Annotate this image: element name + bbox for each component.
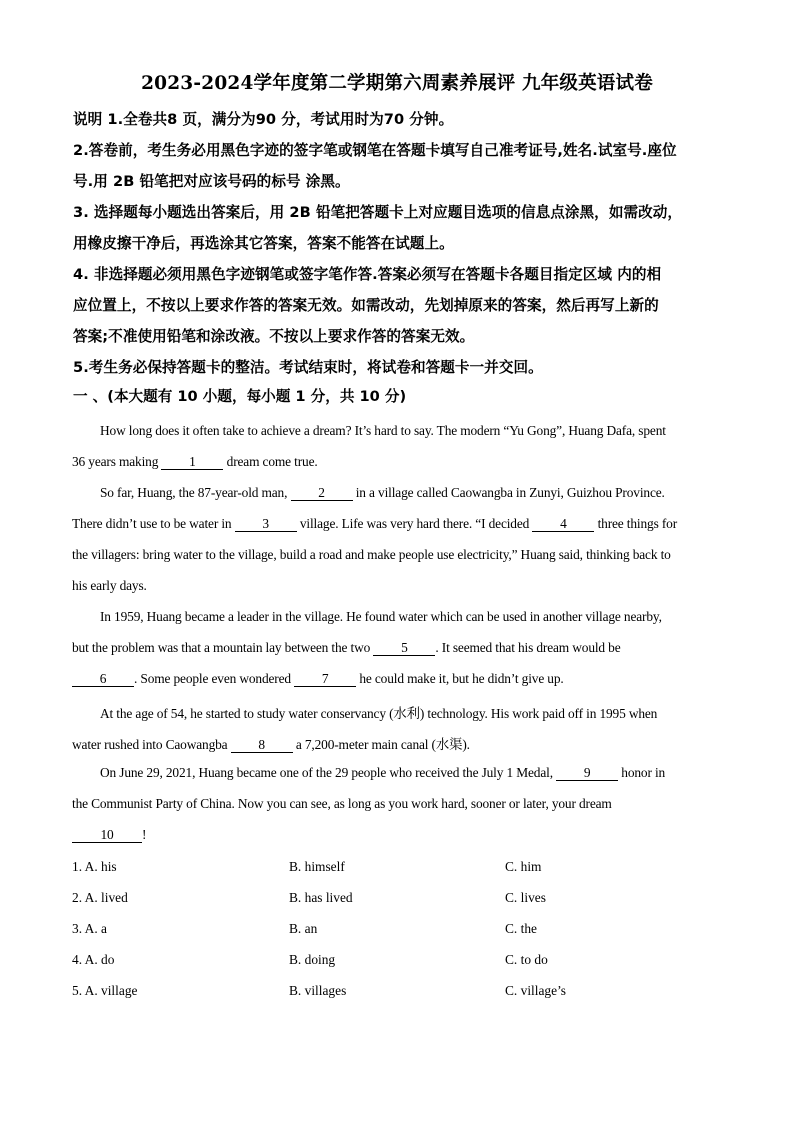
blank-5: 5 <box>373 641 435 656</box>
passage-text: in a village called Caowangba in Zunyi, Guizhou Province. <box>352 485 665 500</box>
passage-text: 36 years making <box>72 454 162 469</box>
passage-line <box>72 734 470 753</box>
passage-line: his early days. <box>72 578 147 593</box>
blank-2: 2 <box>291 486 353 501</box>
blank-3: 3 <box>235 517 297 532</box>
blank-7: 7 <box>294 672 356 687</box>
option-a: 3. A. a <box>72 921 107 936</box>
instruction-line: 用橡皮擦干净后，再选涂其它答案，答案不能答在试题上。 <box>73 235 454 252</box>
blank-10: 10 <box>72 828 142 843</box>
passage-text: honor in <box>618 765 666 780</box>
option-a: 5. A. village <box>72 983 138 998</box>
instruction-line: 2.答卷前，考生务必用黑色字迹的签字笔或钢笔在答题卡填写自己准考证号,姓名.试室号.座位 <box>73 142 677 159</box>
passage-line: At the age of 54, he started to study water conservancy (水利) technology. His work paid off in 1995 when <box>100 706 658 721</box>
instruction-line: 号.用 2B 铅笔把对应该号码的标号 涂黑。 <box>73 173 350 190</box>
exam-title: 2023-2024学年度第二学期第六周素养展评 九年级英语试卷 <box>141 73 653 94</box>
passage-line <box>72 454 318 470</box>
option-b: B. an <box>289 921 318 936</box>
option-c: C. to do <box>505 952 548 967</box>
passage-line <box>100 485 665 501</box>
passage-line: the Communist Party of China. Now you can see, as long as you work hard, sooner or later, your dream <box>72 796 612 811</box>
option-a: 4. A. do <box>72 952 115 967</box>
option-c: C. him <box>505 859 542 874</box>
passage-text: a 7,200-meter main canal (水渠). <box>292 737 470 752</box>
option-b: B. has lived <box>289 890 353 905</box>
passage-text: On June 29, 2021, Huang became one of the 29 people who received the July 1 Medal, <box>100 765 557 780</box>
passage-line <box>72 827 146 843</box>
blank-4: 4 <box>532 517 594 532</box>
instruction-line: 3. 选择题每小题选出答案后，用 2B 铅笔把答题卡上对应题目选项的信息点涂黑，如需改动， <box>73 204 683 221</box>
passage-text: three things for <box>594 516 677 531</box>
option-b: B. himself <box>289 859 345 874</box>
option-c: C. lives <box>505 890 546 905</box>
option-c: C. the <box>505 921 537 936</box>
passage-text: he could make it, but he didn’t give up. <box>356 671 564 686</box>
passage-line: the villagers: bring water to the village, build a road and make people use electricity,” Huang said, thinking back to <box>72 547 671 562</box>
section-heading: 一 、(本大题有 10 小题，每小题 1 分，共 10 分) <box>73 388 407 405</box>
passage-line <box>100 765 665 781</box>
option-a: 1. A. his <box>72 859 117 874</box>
passage-text: There didn’t use to be water in <box>72 516 235 531</box>
blank-1: 1 <box>161 455 223 470</box>
passage-line <box>72 516 677 532</box>
passage-line <box>72 671 564 687</box>
passage-text: . It seemed that his dream would be <box>435 640 621 655</box>
passage-text: village. Life was very hard there. “I decided <box>296 516 533 531</box>
blank-6: 6 <box>72 672 134 687</box>
passage-line <box>72 640 621 656</box>
passage-text: water rushed into Caowangba <box>72 737 231 752</box>
blank-8: 8 <box>231 738 293 753</box>
passage-line: How long does it often take to achieve a dream? It’s hard to say. The modern “Yu Gong”, Huang Dafa, spent <box>100 423 666 438</box>
instruction-line: 5.考生务必保持答题卡的整洁。考试结束时，将试卷和答题卡一并交回。 <box>73 359 543 376</box>
blank-9: 9 <box>556 766 618 781</box>
option-c: C. village’s <box>505 983 566 998</box>
passage-text: So far, Huang, the 87-year-old man, <box>100 485 291 500</box>
passage-line: In 1959, Huang became a leader in the village. He found water which can be used in another village nearby, <box>100 609 662 624</box>
instruction-line: 应位置上，不按以上要求作答的答案无效。如需改动，先划掉原来的答案，然后再写上新的 <box>73 297 659 314</box>
instruction-line: 说明 1.全卷共8 页，满分为90 分，考试用时为70 分钟。 <box>73 111 454 128</box>
passage-text: ! <box>142 827 147 842</box>
option-b: B. doing <box>289 952 336 967</box>
option-a: 2. A. lived <box>72 890 128 905</box>
instruction-line: 4. 非选择题必须用黑色字迹钢笔或签字笔作答.答案必须写在答题卡各题目指定区域 内的相 <box>73 266 662 283</box>
passage-text: . Some people even wondered <box>134 671 295 686</box>
passage-text: dream come true. <box>223 454 318 469</box>
instruction-line: 答案;不准使用铅笔和涂改液。不按以上要求作答的答案无效。 <box>73 328 475 345</box>
option-b: B. villages <box>289 983 347 998</box>
passage-text: but the problem was that a mountain lay between the two <box>72 640 374 655</box>
